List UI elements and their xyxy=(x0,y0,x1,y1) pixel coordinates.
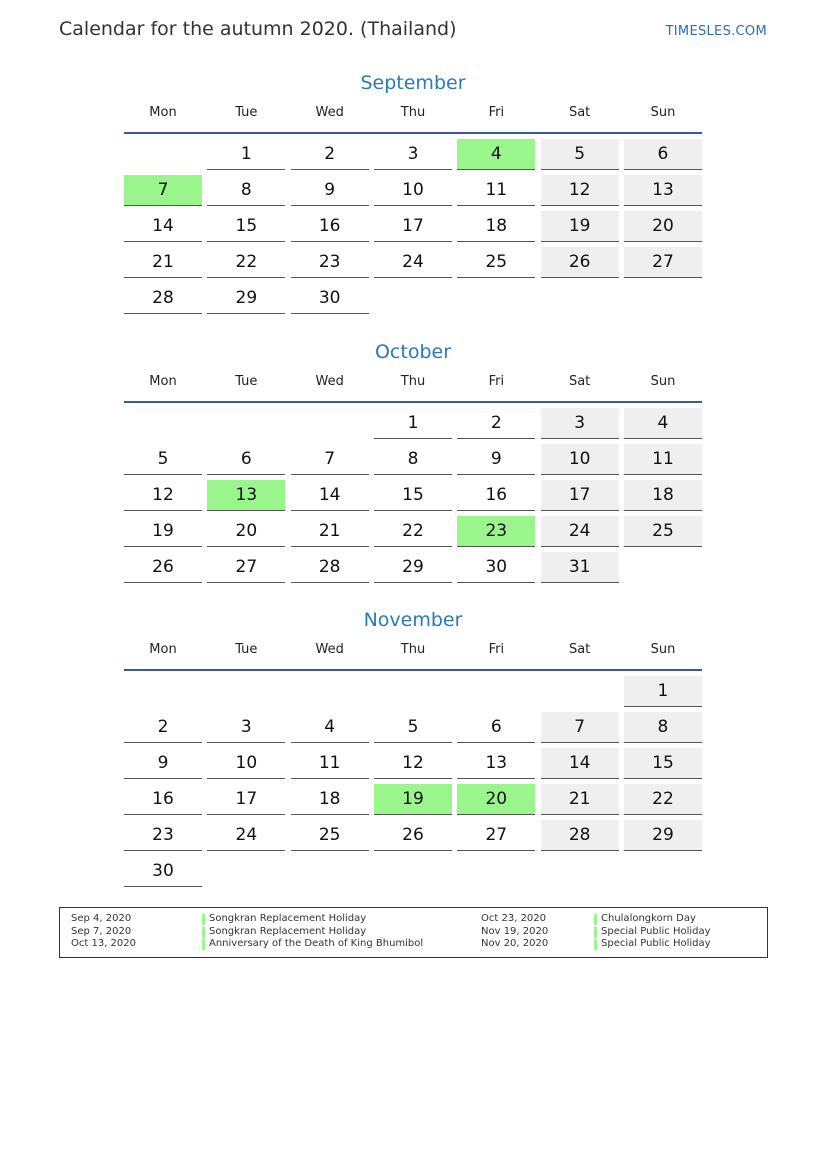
day-cell[interactable]: 26 xyxy=(541,247,619,278)
day-cell[interactable]: 10 xyxy=(207,748,285,779)
day-cell[interactable]: 15 xyxy=(207,211,285,242)
weekday-label: Sat xyxy=(568,642,591,657)
weekday-label: Tue xyxy=(235,105,258,120)
weekday-label: Fri xyxy=(488,374,505,389)
weekday-label: Thu xyxy=(400,642,426,657)
day-cell[interactable]: 24 xyxy=(541,516,619,547)
weekday-label: Sun xyxy=(650,642,676,657)
weekday-header xyxy=(124,641,702,669)
legend-holiday-name: Special Public Holiday xyxy=(594,938,711,951)
day-cell[interactable]: 26 xyxy=(124,552,202,583)
day-cell[interactable]: 28 xyxy=(291,552,369,583)
weekday-label: Mon xyxy=(149,105,177,120)
weekday-label: Mon xyxy=(149,642,177,657)
week-row xyxy=(124,211,702,247)
week-row xyxy=(124,820,702,856)
empty-cell xyxy=(457,856,535,887)
day-cell[interactable]: 14 xyxy=(124,211,202,242)
page-title: Calendar for the autumn 2020. (Thailand) xyxy=(59,18,457,40)
day-cell[interactable]: 14 xyxy=(291,480,369,511)
week-row xyxy=(124,516,702,552)
empty-cell xyxy=(374,676,452,707)
day-cell[interactable]: 5 xyxy=(374,712,452,743)
day-cell[interactable]: 6 xyxy=(624,139,702,170)
empty-cell xyxy=(291,856,369,887)
empty-cell xyxy=(124,676,202,707)
empty-cell xyxy=(291,408,369,439)
day-cell[interactable]: 28 xyxy=(541,820,619,851)
empty-cell xyxy=(291,676,369,707)
day-cell[interactable]: 15 xyxy=(374,480,452,511)
month-november xyxy=(124,605,702,892)
day-cell[interactable]: 17 xyxy=(207,784,285,815)
day-cell[interactable]: 1 xyxy=(624,676,702,707)
week-row xyxy=(124,784,702,820)
legend-date: Oct 23, 2020 xyxy=(481,913,546,924)
legend-date: Sep 7, 2020 xyxy=(71,925,132,937)
day-cell[interactable]: 17 xyxy=(374,211,452,242)
weekday-label: Wed xyxy=(315,374,344,389)
legend-date: Nov 20, 2020 xyxy=(481,938,549,949)
day-cell[interactable]: 16 xyxy=(124,784,202,815)
legend-holiday-name: Songkran Replacement Holiday xyxy=(202,926,423,939)
day-cell[interactable]: 13 xyxy=(624,175,702,206)
empty-cell xyxy=(457,283,535,314)
month-title: October xyxy=(374,341,452,363)
day-cell[interactable]: 5 xyxy=(541,139,619,170)
day-cell[interactable]: 21 xyxy=(124,247,202,278)
day-cell[interactable]: 1 xyxy=(207,139,285,170)
day-cell[interactable]: 11 xyxy=(291,748,369,779)
day-cell[interactable]: 9 xyxy=(291,175,369,206)
day-cell[interactable]: 16 xyxy=(291,211,369,242)
empty-cell xyxy=(374,283,452,314)
day-cell[interactable]: 8 xyxy=(374,444,452,475)
weekday-label: Mon xyxy=(149,374,177,389)
legend-date: Sep 4, 2020 xyxy=(71,913,132,924)
holiday-day-cell[interactable]: 4 xyxy=(457,139,535,170)
day-cell[interactable]: 9 xyxy=(124,748,202,779)
holiday-day-cell[interactable]: 13 xyxy=(207,480,285,511)
weekday-label: Tue xyxy=(235,642,258,657)
day-cell[interactable]: 6 xyxy=(457,712,535,743)
week-row xyxy=(124,856,702,892)
day-cell[interactable]: 16 xyxy=(457,480,535,511)
empty-cell xyxy=(207,856,285,887)
day-cell[interactable]: 23 xyxy=(291,247,369,278)
empty-cell xyxy=(457,676,535,707)
holiday-legend xyxy=(59,907,768,958)
day-cell[interactable]: 3 xyxy=(207,712,285,743)
empty-cell xyxy=(124,139,202,170)
day-cell[interactable]: 9 xyxy=(457,444,535,475)
day-cell[interactable]: 8 xyxy=(624,712,702,743)
day-cell[interactable]: 20 xyxy=(207,516,285,547)
day-cell[interactable]: 18 xyxy=(291,784,369,815)
day-cell[interactable]: 27 xyxy=(457,820,535,851)
weekday-label: Fri xyxy=(488,642,505,657)
day-cell[interactable]: 20 xyxy=(624,211,702,242)
week-row xyxy=(124,283,702,319)
day-cell[interactable]: 15 xyxy=(624,748,702,779)
week-row xyxy=(124,480,702,516)
legend-holiday-name: Chulalongkorn Day xyxy=(594,913,711,926)
week-row xyxy=(124,444,702,480)
day-cell[interactable]: 21 xyxy=(291,516,369,547)
weekday-label: Wed xyxy=(315,105,344,120)
legend-dates-left xyxy=(71,913,136,951)
day-cell[interactable]: 30 xyxy=(291,283,369,314)
legend-names-right xyxy=(594,913,711,951)
weekday-label: Tue xyxy=(235,374,258,389)
empty-cell xyxy=(124,408,202,439)
month-divider xyxy=(124,132,702,134)
day-cell[interactable]: 2 xyxy=(291,139,369,170)
weekday-label: Sun xyxy=(650,105,676,120)
empty-cell xyxy=(374,856,452,887)
day-cell[interactable]: 29 xyxy=(207,283,285,314)
legend-holiday-name: Anniversary of the Death of King Bhumibol xyxy=(202,938,423,951)
empty-cell xyxy=(624,856,702,887)
weekday-label: Sun xyxy=(650,374,676,389)
day-cell[interactable]: 22 xyxy=(624,784,702,815)
day-cell[interactable]: 19 xyxy=(124,516,202,547)
week-row xyxy=(124,247,702,283)
week-row xyxy=(124,552,702,588)
day-cell[interactable]: 14 xyxy=(541,748,619,779)
holiday-day-cell[interactable]: 19 xyxy=(374,784,452,815)
day-cell[interactable]: 2 xyxy=(124,712,202,743)
week-row xyxy=(124,408,702,444)
week-row xyxy=(124,175,702,211)
week-row xyxy=(124,712,702,748)
day-cell[interactable]: 19 xyxy=(541,211,619,242)
day-cell[interactable]: 18 xyxy=(624,480,702,511)
day-cell[interactable]: 4 xyxy=(624,408,702,439)
weekday-label: Sat xyxy=(568,374,591,389)
day-cell[interactable]: 5 xyxy=(124,444,202,475)
day-cell[interactable]: 11 xyxy=(624,444,702,475)
day-cell[interactable]: 11 xyxy=(457,175,535,206)
weekday-header xyxy=(124,104,702,132)
day-cell[interactable]: 12 xyxy=(374,748,452,779)
weekday-label: Thu xyxy=(400,374,426,389)
holiday-day-cell[interactable]: 23 xyxy=(457,516,535,547)
day-cell[interactable]: 29 xyxy=(624,820,702,851)
day-cell[interactable]: 30 xyxy=(457,552,535,583)
day-cell[interactable]: 13 xyxy=(457,748,535,779)
day-cell[interactable]: 3 xyxy=(374,139,452,170)
day-cell[interactable]: 24 xyxy=(374,247,452,278)
holiday-day-cell[interactable]: 20 xyxy=(457,784,535,815)
empty-cell xyxy=(207,408,285,439)
day-cell[interactable]: 12 xyxy=(124,480,202,511)
legend-date: Oct 13, 2020 xyxy=(71,938,136,949)
month-divider xyxy=(124,401,702,403)
day-cell[interactable]: 1 xyxy=(374,408,452,439)
day-cell[interactable]: 22 xyxy=(374,516,452,547)
legend-date: Nov 19, 2020 xyxy=(481,925,549,937)
day-cell[interactable]: 26 xyxy=(374,820,452,851)
site-link[interactable]: TIMESLES.COM xyxy=(665,24,767,39)
weekday-label: Fri xyxy=(488,105,505,120)
day-cell[interactable]: 7 xyxy=(291,444,369,475)
holiday-day-cell[interactable]: 7 xyxy=(124,175,202,206)
day-cell[interactable]: 7 xyxy=(541,712,619,743)
day-cell[interactable]: 3 xyxy=(541,408,619,439)
day-cell[interactable]: 18 xyxy=(457,211,535,242)
day-cell[interactable]: 30 xyxy=(124,856,202,887)
day-cell[interactable]: 22 xyxy=(207,247,285,278)
weekday-label: Sat xyxy=(568,105,591,120)
legend-names-left xyxy=(202,913,423,951)
day-cell[interactable]: 17 xyxy=(541,480,619,511)
empty-cell xyxy=(624,552,702,583)
month-september xyxy=(124,68,702,319)
day-cell[interactable]: 31 xyxy=(541,552,619,583)
day-cell[interactable]: 25 xyxy=(291,820,369,851)
week-row xyxy=(124,748,702,784)
day-cell[interactable]: 2 xyxy=(457,408,535,439)
empty-cell xyxy=(624,283,702,314)
empty-cell xyxy=(541,676,619,707)
day-cell[interactable]: 6 xyxy=(207,444,285,475)
day-cell[interactable]: 10 xyxy=(541,444,619,475)
day-cell[interactable]: 28 xyxy=(124,283,202,314)
month-title: November xyxy=(363,609,463,631)
month-divider xyxy=(124,669,702,671)
weekday-label: Wed xyxy=(315,642,344,657)
day-cell[interactable]: 12 xyxy=(541,175,619,206)
empty-cell xyxy=(541,856,619,887)
day-cell[interactable]: 24 xyxy=(207,820,285,851)
legend-holiday-name: Songkran Replacement Holiday xyxy=(202,913,423,926)
day-cell[interactable]: 10 xyxy=(374,175,452,206)
day-cell[interactable]: 27 xyxy=(624,247,702,278)
day-cell[interactable]: 8 xyxy=(207,175,285,206)
day-cell[interactable]: 25 xyxy=(624,516,702,547)
weekday-header xyxy=(124,373,702,401)
empty-cell xyxy=(207,676,285,707)
day-cell[interactable]: 25 xyxy=(457,247,535,278)
month-october xyxy=(124,337,702,588)
weekday-label: Thu xyxy=(400,105,426,120)
week-row xyxy=(124,139,702,175)
day-cell[interactable]: 23 xyxy=(124,820,202,851)
month-title: September xyxy=(360,72,466,94)
legend-dates-right xyxy=(481,913,548,951)
day-cell[interactable]: 4 xyxy=(291,712,369,743)
day-cell[interactable]: 21 xyxy=(541,784,619,815)
empty-cell xyxy=(541,283,619,314)
day-cell[interactable]: 29 xyxy=(374,552,452,583)
week-row xyxy=(124,676,702,712)
legend-holiday-name: Special Public Holiday xyxy=(594,926,711,939)
day-cell[interactable]: 27 xyxy=(207,552,285,583)
